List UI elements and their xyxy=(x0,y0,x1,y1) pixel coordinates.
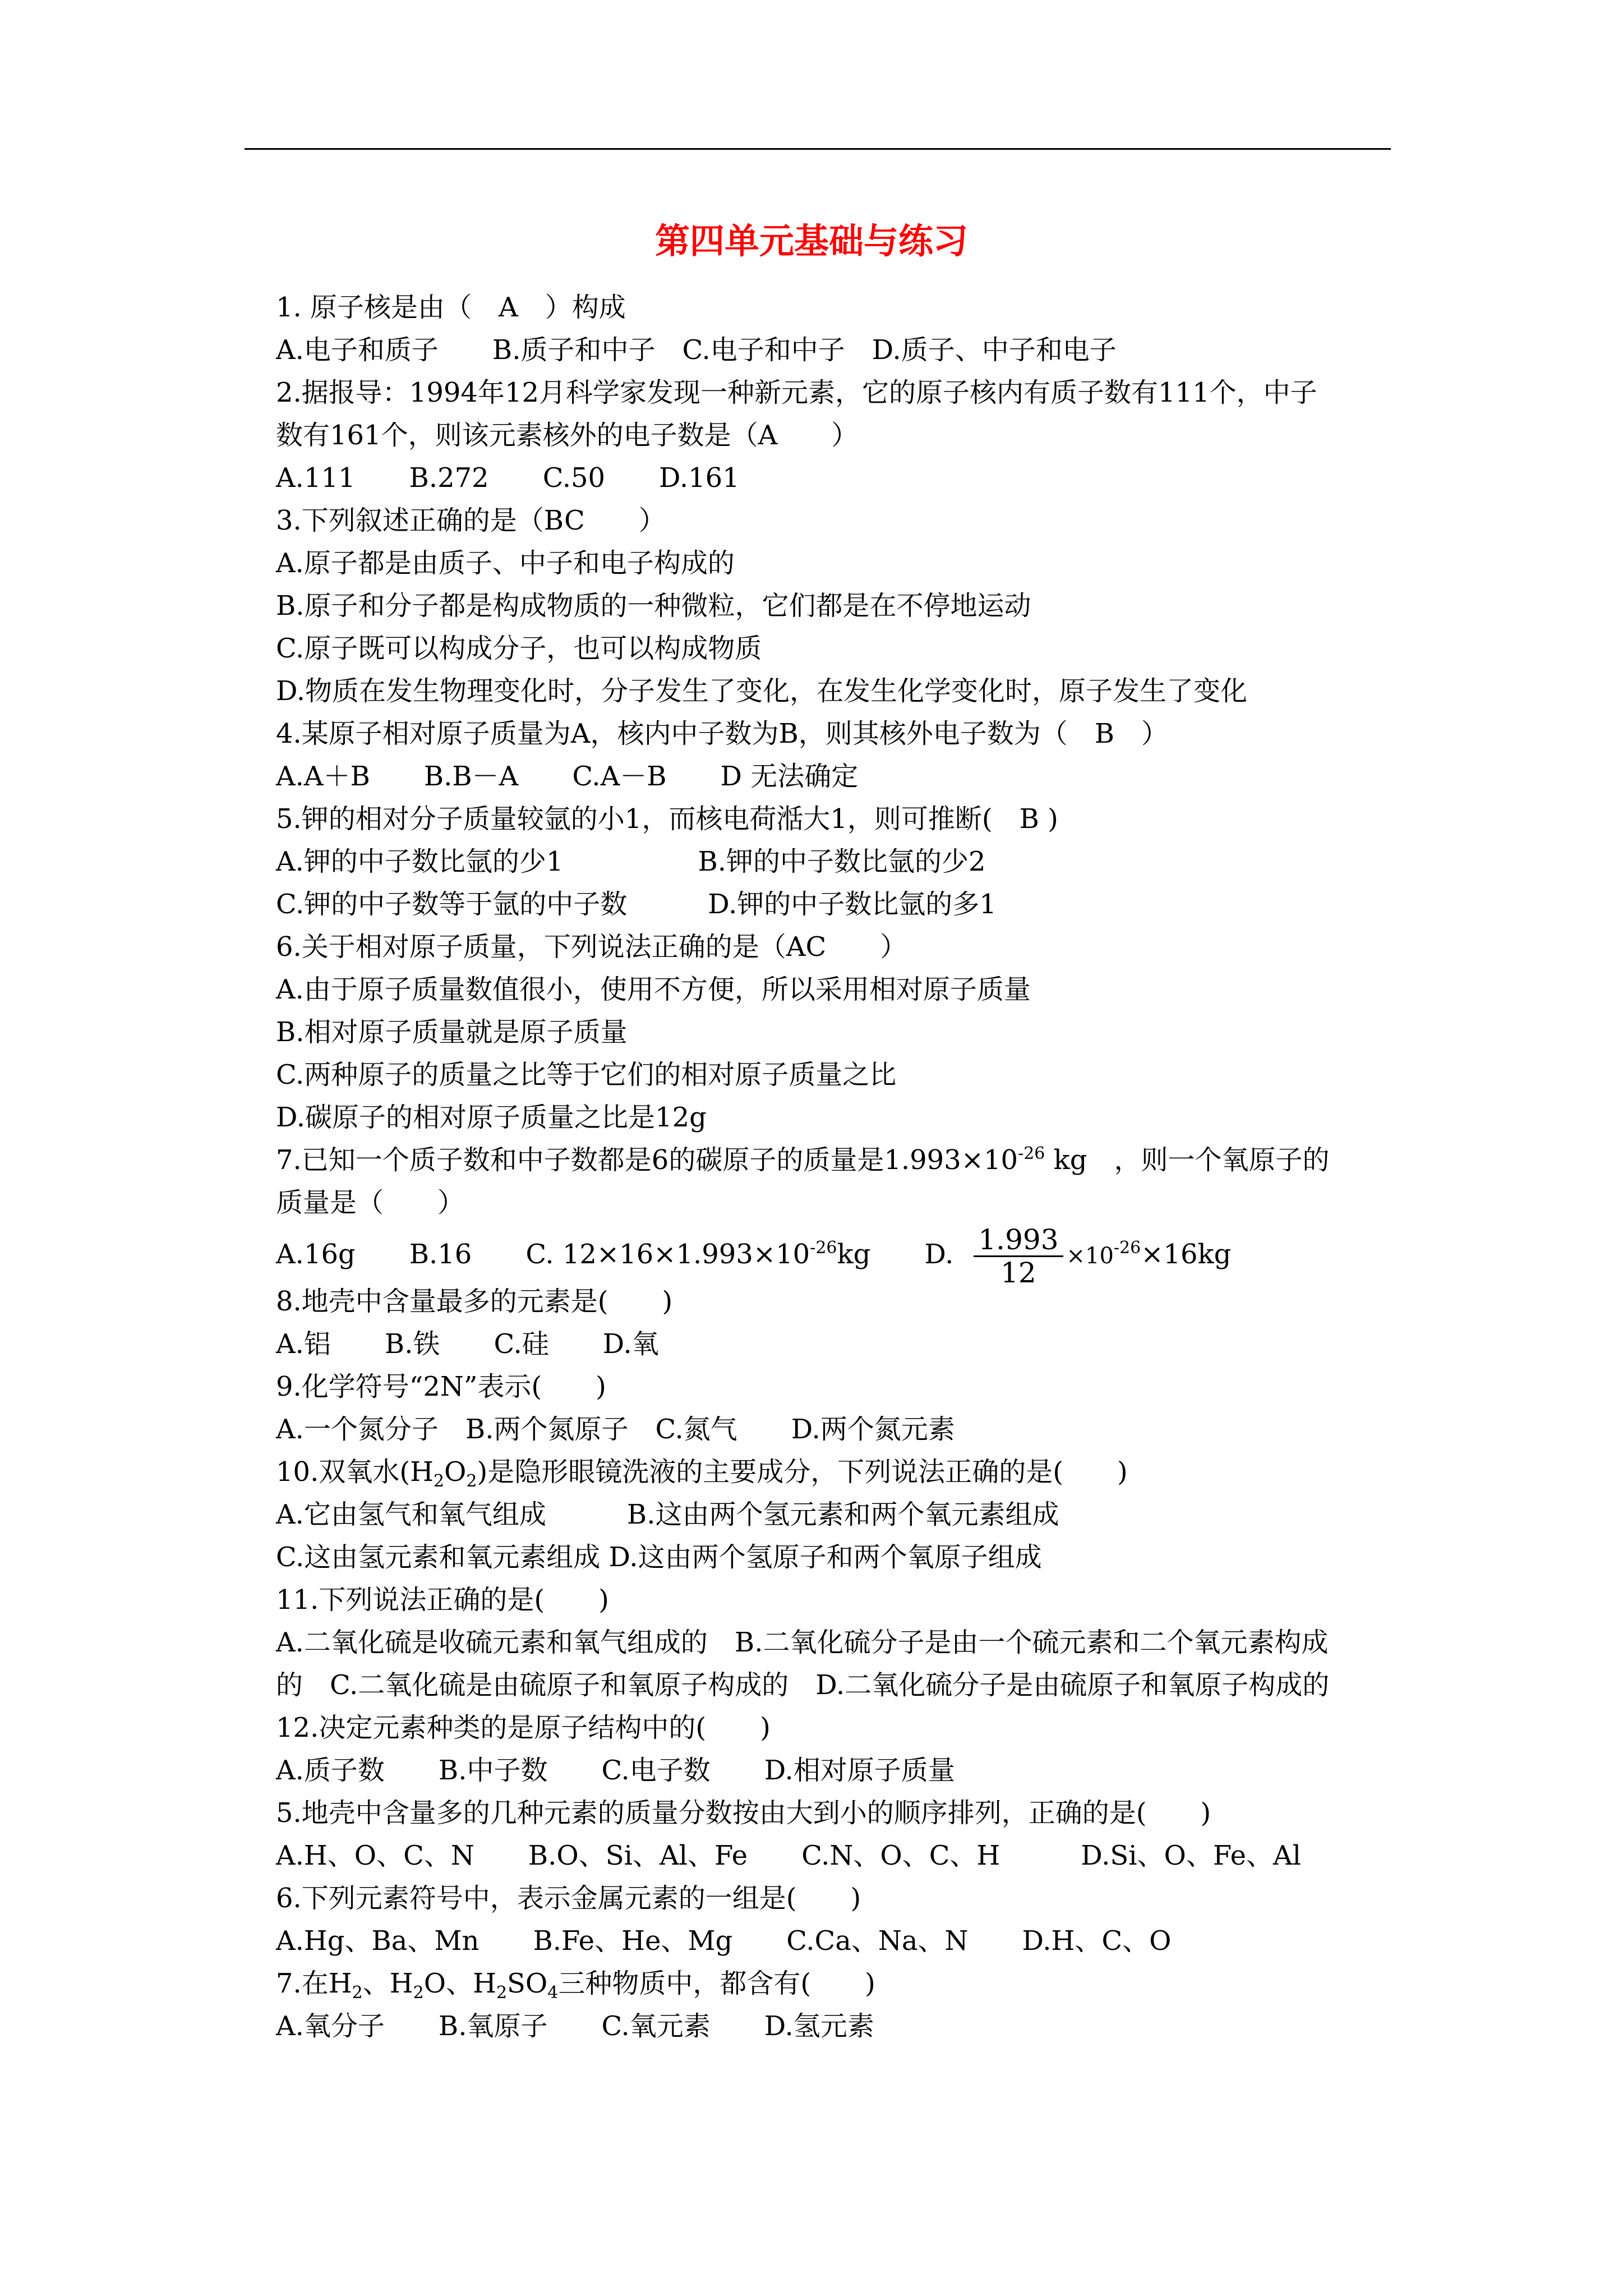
text-line: A.质子数 B.中子数 C.电子数 D.相对原子质量 xyxy=(276,1755,955,1786)
text-line: 11.下列说法正确的是( ) xyxy=(276,1584,609,1616)
q7-text: kg ，则一个氧原子的 xyxy=(1045,1144,1330,1176)
q7-options-text: ×10 xyxy=(1066,1243,1114,1269)
text-line: A.111 B.272 C.50 D.161 xyxy=(276,462,740,494)
q7-options-text: ×16kg xyxy=(1141,1239,1232,1270)
page-title: 第四单元基础与练习 xyxy=(654,220,968,261)
text-line: A.钾的中子数比氩的少1 B.钾的中子数比氩的少2 xyxy=(276,846,986,877)
q7-options-text: A.16g B.16 C. 12×16×1.993×10 xyxy=(276,1239,810,1270)
q7b-stem-line xyxy=(276,1962,1398,2005)
text-line: 12.决定元素种类的是原子结构中的( ) xyxy=(276,1712,771,1743)
text-line: 1. 原子核是由（ A ）构成 xyxy=(276,292,626,323)
text-line: A.由于原子质量数值很小，使用不方便，所以采用相对原子质量 xyxy=(276,974,1031,1005)
subscript: 2 xyxy=(352,1983,363,2003)
q7b-text: O、H xyxy=(423,1968,496,1999)
q7-stem-line xyxy=(276,1139,1398,1181)
text-line: 5.地壳中含量多的几种元素的质量分数按由大到小的顺序排列，正确的是( ) xyxy=(276,1797,1211,1829)
fraction-numerator: 1.993 xyxy=(974,1224,1063,1257)
fraction-denominator: 12 xyxy=(1000,1257,1036,1289)
text-line: D.物质在发生物理变化时，分子发生了变化，在发生化学变化时，原子发生了变化 xyxy=(276,675,1248,707)
subscript: 2 xyxy=(496,1983,508,2003)
q7-exponent: -26 xyxy=(1113,1238,1141,1258)
text-line: B.相对原子质量就是原子质量 xyxy=(276,1016,628,1048)
text-line: 6.下列元素符号中，表示金属元素的一组是( ) xyxy=(276,1883,861,1914)
text-line: 2.据报导：1994年12月科学家发现一种新元素，它的原子核内有质子数有111个，中子 xyxy=(276,377,1317,408)
question-body xyxy=(276,286,1398,2047)
text-line: 3.下列叙述正确的是（BC ） xyxy=(276,505,666,536)
text-line: C.这由氢元素和氧元素组成 D.这由两个氢原子和两个氧原子组成 xyxy=(276,1542,1042,1573)
text-line: 5.钾的相对分子质量较氩的小1，而核电荷湉大1，则可推断( B ) xyxy=(276,803,1058,835)
text-line: C.两种原子的质量之比等于它们的相对原子质量之比 xyxy=(276,1059,897,1091)
q7b-text: 、H xyxy=(362,1968,413,1999)
q7b-text: SO xyxy=(507,1968,548,1999)
text-line: A.A＋B B.B－A C.A－B D 无法确定 xyxy=(276,761,859,792)
text-line: C.钾的中子数等于氩的中子数 D.钾的中子数比氩的多1 xyxy=(276,889,997,920)
text-line: A.它由氢气和氧气组成 B.这由两个氢元素和两个氧元素组成 xyxy=(276,1499,1059,1530)
text-line: 9.化学符号“2N”表示( ) xyxy=(276,1371,606,1402)
text-line: 6.关于相对原子质量，下列说法正确的是（AC ） xyxy=(276,931,907,963)
subscript: 2 xyxy=(466,1471,477,1491)
header-rule xyxy=(245,148,1391,150)
q7-options-text: kg D. xyxy=(837,1239,954,1270)
q7-exponent: -26 xyxy=(1018,1144,1045,1163)
text-line: A.一个氮分子 B.两个氮原子 C.氮气 D.两个氮元素 xyxy=(276,1414,955,1445)
text-line: A.二氧化硫是收硫元素和氧气组成的 B.二氧化硫分子是由一个硫元素和二个氧元素构成 xyxy=(276,1627,1329,1658)
text-line: D.碳原子的相对原子质量之比是12g xyxy=(276,1102,707,1133)
q10-text: )是隐形眼镜洗液的主要成分，下列说法正确的是( ) xyxy=(477,1456,1128,1488)
text-line: 4.某原子相对原子质量为A，核内中子数为B，则其核外电子数为（ B ） xyxy=(276,718,1169,749)
q7b-text: 7.在H xyxy=(276,1968,352,1999)
text-line: A.原子都是由质子、中子和电子构成的 xyxy=(276,547,735,579)
text-line: 质量是（ ） xyxy=(276,1187,465,1218)
q10-text: 10.双氧水(H xyxy=(276,1456,434,1488)
text-line: A.氧分子 B.氧原子 C.氧元素 D.氢元素 xyxy=(276,2010,874,2042)
q7-text: 7.已知一个质子数和中子数都是6的碳原子的质量是1.993×10 xyxy=(276,1144,1018,1176)
text-line: A.Hg、Ba、Mn B.Fe、He、Mg C.Ca、Na、N D.H、C、O xyxy=(276,1925,1172,1957)
text-line: A.铝 B.铁 C.硅 D.氧 xyxy=(276,1328,659,1360)
q7-options-line xyxy=(276,1223,1398,1289)
fraction xyxy=(974,1224,1063,1289)
subscript: 2 xyxy=(413,1983,424,2003)
text-line: 的 C.二氧化硫是由硫原子和氧原子构成的 D.二氧化硫分子是由硫原子和氧原子构成的 xyxy=(276,1669,1330,1701)
q10-text: O xyxy=(444,1456,467,1488)
q7-exponent: -26 xyxy=(810,1238,837,1258)
text-line: C.原子既可以构成分子，也可以构成物质 xyxy=(276,633,762,664)
subscript: 2 xyxy=(433,1471,445,1491)
text-line: 数有161个，则该元素核外的电子数是（A ） xyxy=(276,420,859,451)
text-line: B.原子和分子都是构成物质的一种微粒，它们都是在不停地运动 xyxy=(276,590,1031,622)
text-line: A.电子和质子 B.质子和中子 C.电子和中子 D.质子、中子和电子 xyxy=(276,334,1117,366)
q7b-text: 三种物质中，都含有( ) xyxy=(558,1968,875,1999)
q10-stem-line xyxy=(276,1451,1398,1493)
text-line: 8.地壳中含量最多的元素是( ) xyxy=(276,1286,673,1317)
subscript: 4 xyxy=(547,1983,559,2003)
text-line: A.H、O、C、N B.O、Si、Al、Fe C.N、O、C、H D.Si、O、Fe、Al xyxy=(276,1840,1302,1871)
